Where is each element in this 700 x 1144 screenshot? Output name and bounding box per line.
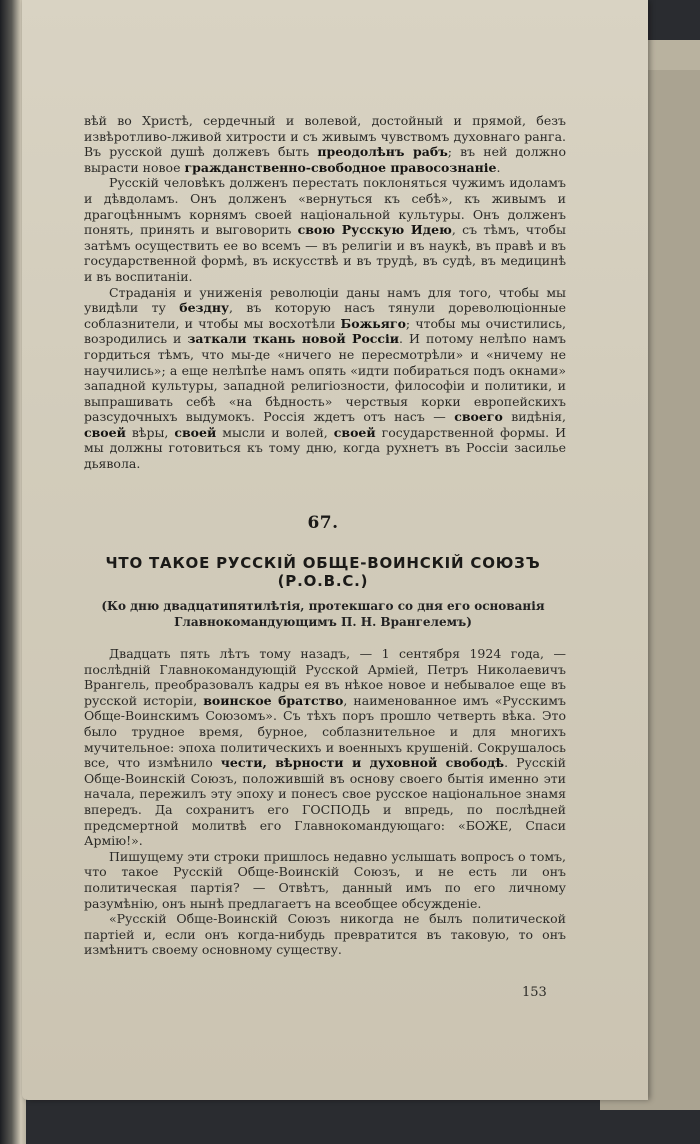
bold-text: заткали ткань новой Россіи xyxy=(187,331,400,347)
text-run: Двадцать пять лѣтъ тому назадъ, — 1 сентября 1924 года, — послѣдній Главнокомандующій Русской Арміей, Петръ Николаевичъ Врангель, преобразовалъ кадры ея въ нѣкое новое и небывалое еще въ русской исторіи, xyxy=(84,646,566,708)
text-run: ; чтобы мы очистились, возродились и xyxy=(84,315,566,347)
text-run: вѣры, xyxy=(125,424,175,440)
book-page xyxy=(22,0,648,1100)
bold-text: Божьяго xyxy=(340,315,406,331)
bold-text: чести, вѣрности и духовной свободѣ xyxy=(220,755,505,771)
text-run: . И потому нелѣпо намъ гордиться тѣмъ, что мы-де «ничего не пересмотрѣли» и «ничему не научились»; а еще нелѣпѣе намъ опять «идти побираться подъ окнами» западной культуры, западной религіозности, философіи и политики, и выпрашивать себѣ «на бѣдность» черствыя корки европейскихъ разсудочныхъ выдумокъ. Россія ждетъ отъ насъ — xyxy=(84,331,566,425)
text-run: , съ тѣмъ, чтобы затѣмъ осуществить ее во всемъ — въ религіи и въ наукѣ, въ правѣ и въ государственной формѣ, въ искусствѣ и въ трудѣ, въ судѣ, въ медицинѣ и въ воспитаніи. xyxy=(84,222,566,284)
bold-text: гражданственно-свободное правосознаніе xyxy=(184,159,497,175)
paragraph: «Русскій Обще-Воинскій Союзъ никогда не былъ политической партіей и, если онъ когда-нибудь превратится въ таковую, то онъ измѣнитъ своему основному существу. xyxy=(84,911,566,958)
bold-text: своей xyxy=(174,424,217,440)
page-number: 153 xyxy=(522,985,547,1000)
section-number: 67. xyxy=(307,513,339,533)
text-run: , наименованное имъ «Русскимъ Обще-Воинскимъ Союзомъ». Съ тѣхъ поръ прошло четверть вѣка. Это было трудное время, бурное, соблазнительное и для многихъ мучительное: эпоха политическихъ и военныхъ крушеній. Сокрушалось все, что измѣнило xyxy=(84,692,566,771)
section-subtitle: (Ко дню двадцатипятилѣтія, протекшаго со дня его основанія Главнокомандующимъ П. Н. Врангелемъ) xyxy=(101,599,545,629)
paragraph xyxy=(84,113,566,175)
paragraph xyxy=(84,646,566,849)
paragraph: Пишущему эти строки пришлось недавно услышать вопросъ о томъ, что такое Русскій Обще-Воинскій Союзъ, и не есть ли онъ политическая партія? — Отвѣтъ, данный имъ по его личному разумѣнію, онъ нынѣ предлагаетъ на всеобщее обсужденіе. xyxy=(84,848,566,911)
text-run: Страданія и униженія революціи даны намъ для того, чтобы мы увидѣли ту xyxy=(84,284,566,316)
text-block-top xyxy=(84,113,566,472)
paragraph xyxy=(84,285,566,472)
text-run: . Русскій Обще-Воинскій Союзъ, положившій въ основу своего бытія именно эти начала, пережилъ эту эпоху и понесъ свое русское національное знамя впередъ. Да сохранитъ его ГОСПОДЬ и впредь, по послѣдней предсмертной молитвѣ его Главнокомандующаго: «БОЖЕ, Спаси Армію!». xyxy=(84,755,566,849)
bold-text: воинское братство xyxy=(203,692,344,708)
bold-text: бездну xyxy=(179,300,230,316)
text-run: . xyxy=(496,159,501,175)
bold-text: своей xyxy=(333,424,376,440)
bold-text: своего xyxy=(454,409,503,425)
text-run: видѣнія, xyxy=(502,409,566,425)
text-run: Русскій человѣкъ долженъ перестать поклоняться чужимъ идоламъ и дѣвдоламъ. Онъ долженъ «вернуться къ себѣ», къ живымъ и драгоцѣннымъ корнямъ своей національной культуры. Онъ долженъ понять, принять и выговорить xyxy=(84,175,566,238)
text-run: , въ которую насъ тянули дореволюціонные соблазнители, и чтобы мы восхотѣли xyxy=(84,300,566,331)
bold-text: преодолѣнъ рабъ xyxy=(317,144,448,160)
text-run: мысли и волей, xyxy=(216,424,334,440)
bold-text: свою Русскую Идею xyxy=(297,222,452,238)
bold-text: своей xyxy=(84,424,126,440)
paragraph xyxy=(84,175,566,284)
text-run: ; въ ней должно вырасти новое xyxy=(84,144,566,175)
section-title: ЧТО ТАКОЕ РУССКІЙ ОБЩЕ-ВОИНСКІЙ СОЮЗЪ (Р.О.В.С.) xyxy=(105,554,541,590)
text-run: вѣй во Христѣ, сердечный и волевой, достойный и прямой, безъ извѣротливо-лживой хитрости и съ живымъ чувствомъ духовнаго ранга. Въ русской душѣ должевъ быть xyxy=(84,113,566,160)
text-block-bottom xyxy=(84,646,566,958)
text-run: государственной формы. И мы должны готовиться къ тому дню, когда рухнетъ въ Россіи засилье дьявола. xyxy=(84,424,567,472)
